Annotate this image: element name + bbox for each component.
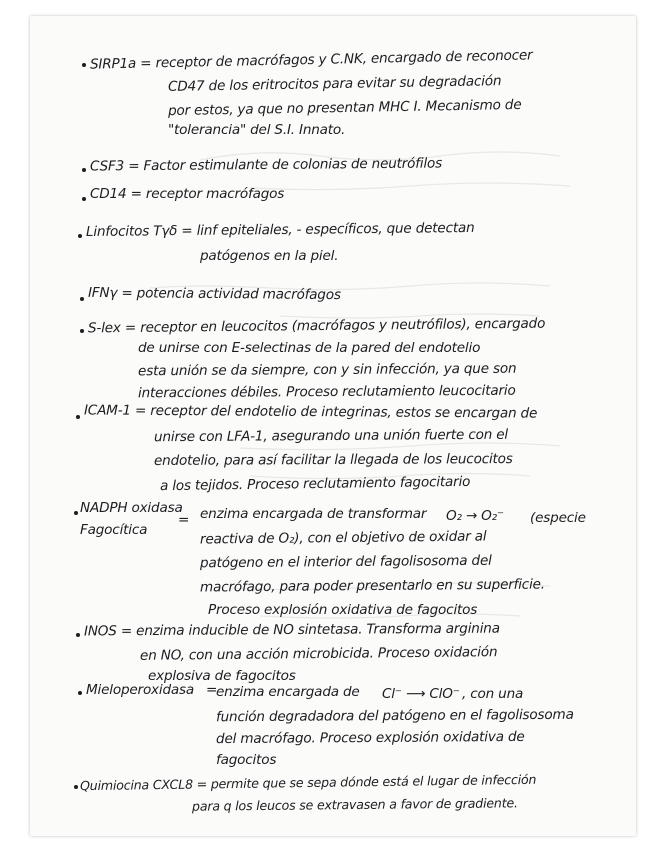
note-line: enzima encargada de xyxy=(216,684,360,700)
note-line: a los tejidos. Proceso reclutamiento fagocitario xyxy=(159,473,471,495)
bullet-point xyxy=(76,633,80,637)
note-line: de unirse con E-selectinas de la pared del endotelio xyxy=(138,340,481,356)
note-line: interacciones débiles. Proceso reclutamiento leucocitario xyxy=(137,382,516,402)
bullet-point xyxy=(76,415,80,419)
note-line: Quimiocina CXCL8 = permite que se sepa dónde está el lugar de infección xyxy=(79,771,537,794)
note-line: enzima encargada de transformar xyxy=(200,506,427,522)
bullet-point xyxy=(82,63,86,67)
note-label: NADPH oxidasa xyxy=(80,500,183,516)
note-line: (especie xyxy=(530,510,586,526)
bullet-point xyxy=(82,197,86,201)
notebook-page xyxy=(30,16,636,836)
note-line: unirse con LFA-1, asegurando una unión fuerte con el xyxy=(153,426,509,446)
note-line: CD47 de los eritrocitos para evitar su degradación xyxy=(167,73,502,95)
bullet-point xyxy=(80,297,84,301)
equals-sign: = xyxy=(178,512,190,528)
note-line: CSF3 = Factor estimulante de colonias de neutrófilos xyxy=(89,155,443,175)
note-line: Linfocitos Tγδ = linf epiteliales, - específicos, que detectan xyxy=(85,219,475,241)
note-line: patógenos en la piel. xyxy=(200,248,339,264)
note-line: , con una xyxy=(462,686,524,702)
note-label: Mieloperoxidasa xyxy=(86,682,195,698)
bullet-point xyxy=(82,168,86,172)
note-line: CD14 = receptor macrófagos xyxy=(90,186,285,202)
bullet-point xyxy=(80,329,84,333)
note-line: para q los leucos se extravasen a favor de gradiente. xyxy=(191,795,518,814)
note-line: "tolerancia" del S.I. Innato. xyxy=(168,122,346,138)
note-line: función degradadora del patógeno en el fagolisosoma xyxy=(215,706,574,726)
note-line: S-lex = receptor en leucocitos (macrófagos y neutrófilos), encargado xyxy=(87,315,546,337)
chemical-formula: O₂ → O₂⁻ xyxy=(446,508,504,524)
note-line: ICAM-1 = receptor del endotelio de integrinas, estos se encargan de xyxy=(83,402,538,422)
note-line: fagocitos xyxy=(216,752,277,768)
note-line: por estos, ya que no presentan MHC I. Mecanismo de xyxy=(167,96,522,120)
chemical-formula: Cl⁻ ⟶ ClO⁻ xyxy=(382,686,460,702)
bullet-point xyxy=(74,785,78,789)
note-line: reactiva de O₂), con el objetivo de oxidar al xyxy=(199,528,487,548)
bullet-point xyxy=(74,511,78,515)
note-line: en NO, con una acción microbicida. Proceso oxidación xyxy=(139,644,498,664)
bullet-point xyxy=(78,234,82,238)
bullet-point xyxy=(78,691,82,695)
note-line: del macrófago. Proceso explosión oxidativa de xyxy=(215,728,525,748)
equals-sign: = xyxy=(206,682,218,698)
note-line: esta unión se da siempre, con y sin infección, ya que son xyxy=(137,360,517,380)
note-line: patógeno en el interior del fagolisosoma del xyxy=(199,552,492,572)
note-label: Fagocítica xyxy=(80,522,148,538)
note-line: INOS = enzima inducible de NO sintetasa. Transforma arginina xyxy=(83,620,500,640)
note-line: endotelio, para así facilitar la llegada de los leucocitos xyxy=(153,451,513,469)
note-line: SIRP1a = receptor de macrófagos y C.NK, encargado de reconocer xyxy=(89,47,533,73)
note-line: IFNγ = potencia actividad macrófagos xyxy=(87,284,341,304)
note-line: macrófago, para poder presentarlo en su superficie. xyxy=(199,576,545,596)
note-line: explosiva de fagocitos xyxy=(148,668,296,684)
note-line: Proceso explosión oxidativa de fagocitos xyxy=(208,602,478,618)
